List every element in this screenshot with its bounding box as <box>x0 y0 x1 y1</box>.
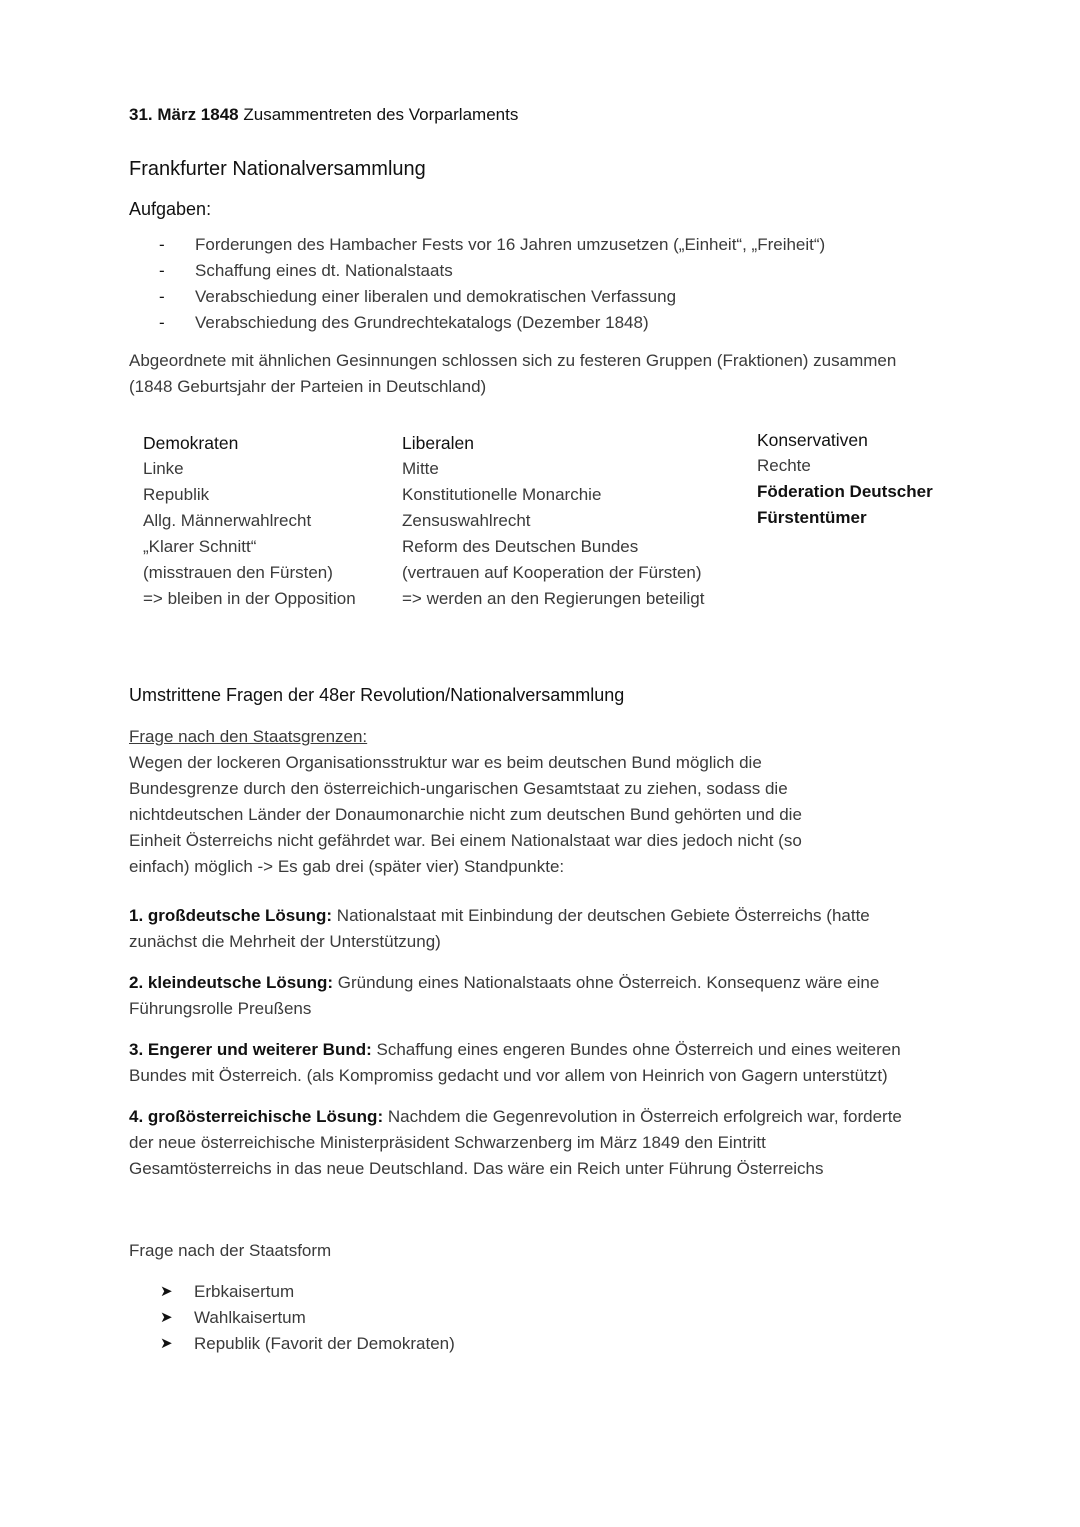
solution-2 <box>129 970 879 1022</box>
conservatives-bold-line: Föderation Deutscher <box>757 482 933 501</box>
arrow-bullet-icon: ➤ <box>160 1335 173 1352</box>
list-item: ➤ Wahlkaisertum <box>158 1305 455 1331</box>
solution-label: 2. kleindeutsche Lösung: <box>129 973 334 992</box>
factions-intro-line1: Abgeordnete mit ähnlichen Gesinnungen schlossen sich zu festeren Gruppen (Fraktionen) zusammen <box>129 351 897 370</box>
borders-text-line: einfach) möglich -> Es gab drei (später vier) Standpunkte: <box>129 857 565 876</box>
list-item: - Verabschiedung des Grundrechtekatalogs (Dezember 1848) <box>159 313 649 332</box>
date-heading <box>129 102 518 128</box>
conservatives-line: Rechte <box>757 456 811 475</box>
democrats-line: => bleiben in der Opposition <box>143 589 356 608</box>
solution-text: Nationalstaat mit Einbindung der deutschen Gebiete Österreichs (hatte <box>332 906 870 925</box>
democrats-line: Allg. Männerwahlrecht <box>143 511 312 530</box>
liberals-line: Zensuswahlrecht <box>402 511 531 530</box>
list-item: ➤ Erbkaisertum <box>158 1279 455 1305</box>
solution-1 <box>129 903 870 955</box>
solution-label: 1. großdeutsche Lösung: <box>129 906 333 925</box>
solution-text: Schaffung eines engeren Bundes ohne Österreich und eines weiteren <box>371 1040 901 1059</box>
liberals-line: Mitte <box>402 459 439 478</box>
date-heading-text: Zusammentreten des Vorparlaments <box>238 105 519 124</box>
solution-text: Gründung eines Nationalstaats ohne Österreich. Konsequenz wäre eine <box>333 973 880 992</box>
borders-label: Frage nach den Staatsgrenzen: <box>129 727 368 746</box>
borders-text-line: nichtdeutschen Länder der Donaumonarchie nicht zum deutschen Bund gehörten und die <box>129 805 802 824</box>
borders-text-line: Einheit Österreichs nicht gefährdet war. Bei einem Nationalstaat war dies jedoch nicht (so <box>129 831 802 850</box>
solution-text: der neue österreichische Ministerpräsident Schwarzenberg im März 1849 den Eintritt <box>129 1133 766 1152</box>
form-label: Frage nach der Staatsform <box>129 1241 332 1260</box>
democrats-line: Linke <box>143 459 184 478</box>
liberals-line: => werden an den Regierungen beteiligt <box>402 589 705 608</box>
section-title: Frankfurter Nationalversammlung <box>129 158 426 180</box>
list-item: - Verabschiedung einer liberalen und demokratischen Verfassung <box>159 287 677 306</box>
liberals-line: Konstitutionelle Monarchie <box>402 485 602 504</box>
conservatives-column <box>757 427 933 531</box>
liberals-title: Liberalen <box>402 433 474 453</box>
solution-label: 4. großösterreichische Lösung: <box>129 1107 384 1126</box>
conservatives-title: Konservativen <box>757 430 868 450</box>
tasks-list <box>129 232 825 336</box>
solution-text: Bundes mit Österreich. (als Kompromiss gedacht und vor allem von Heinrich von Gagern unterstützt) <box>129 1066 888 1085</box>
arrow-bullet-icon: ➤ <box>160 1309 173 1326</box>
solution-text: zunächst die Mehrheit der Unterstützung) <box>129 932 441 951</box>
list-item: - Schaffung eines dt. Nationalstaats <box>159 261 453 280</box>
democrats-column <box>143 430 356 612</box>
solution-3 <box>129 1037 901 1089</box>
liberals-line: Reform des Deutschen Bundes <box>402 537 639 556</box>
factions-intro-line2: (1848 Geburtsjahr der Parteien in Deutschland) <box>129 377 487 396</box>
solution-text: Gesamtösterreichs in das neue Deutschland. Das wäre ein Reich unter Führung Österreichs <box>129 1159 824 1178</box>
democrats-line: (misstrauen den Fürsten) <box>143 563 333 582</box>
list-item: - Forderungen des Hambacher Fests vor 16 Jahren umzusetzen („Einheit“, „Freiheit“) <box>159 235 826 254</box>
democrats-line: Republik <box>143 485 210 504</box>
disputed-title: Umstrittene Fragen der 48er Revolution/Nationalversammlung <box>129 685 625 705</box>
solution-text: Nachdem die Gegenrevolution in Österreich erfolgreich war, forderte <box>383 1107 902 1126</box>
democrats-line: „Klarer Schnitt“ <box>143 537 257 556</box>
solution-text: Führungsrolle Preußens <box>129 999 312 1018</box>
factions-intro <box>129 348 896 400</box>
arrow-bullet-icon: ➤ <box>160 1283 173 1300</box>
liberals-column <box>402 430 704 612</box>
solution-4 <box>129 1104 902 1182</box>
date-heading-bold: 31. März 1848 <box>129 105 239 124</box>
democrats-title: Demokraten <box>143 433 239 453</box>
conservatives-bold-line: Fürstentümer <box>757 508 867 527</box>
solution-label: 3. Engerer und weiterer Bund: <box>129 1040 372 1059</box>
tasks-label: Aufgaben: <box>129 199 212 219</box>
borders-text-line: Bundesgrenze durch den österreichich-ungarischen Gesamtstaat zu ziehen, sodass die <box>129 779 788 798</box>
liberals-line: (vertrauen auf Kooperation der Fürsten) <box>402 563 702 582</box>
form-list <box>158 1279 455 1357</box>
list-item: ➤ Republik (Favorit der Demokraten) <box>158 1331 455 1357</box>
borders-text <box>129 750 949 880</box>
borders-text-line: Wegen der lockeren Organisationsstruktur war es beim deutschen Bund möglich die <box>129 753 762 772</box>
